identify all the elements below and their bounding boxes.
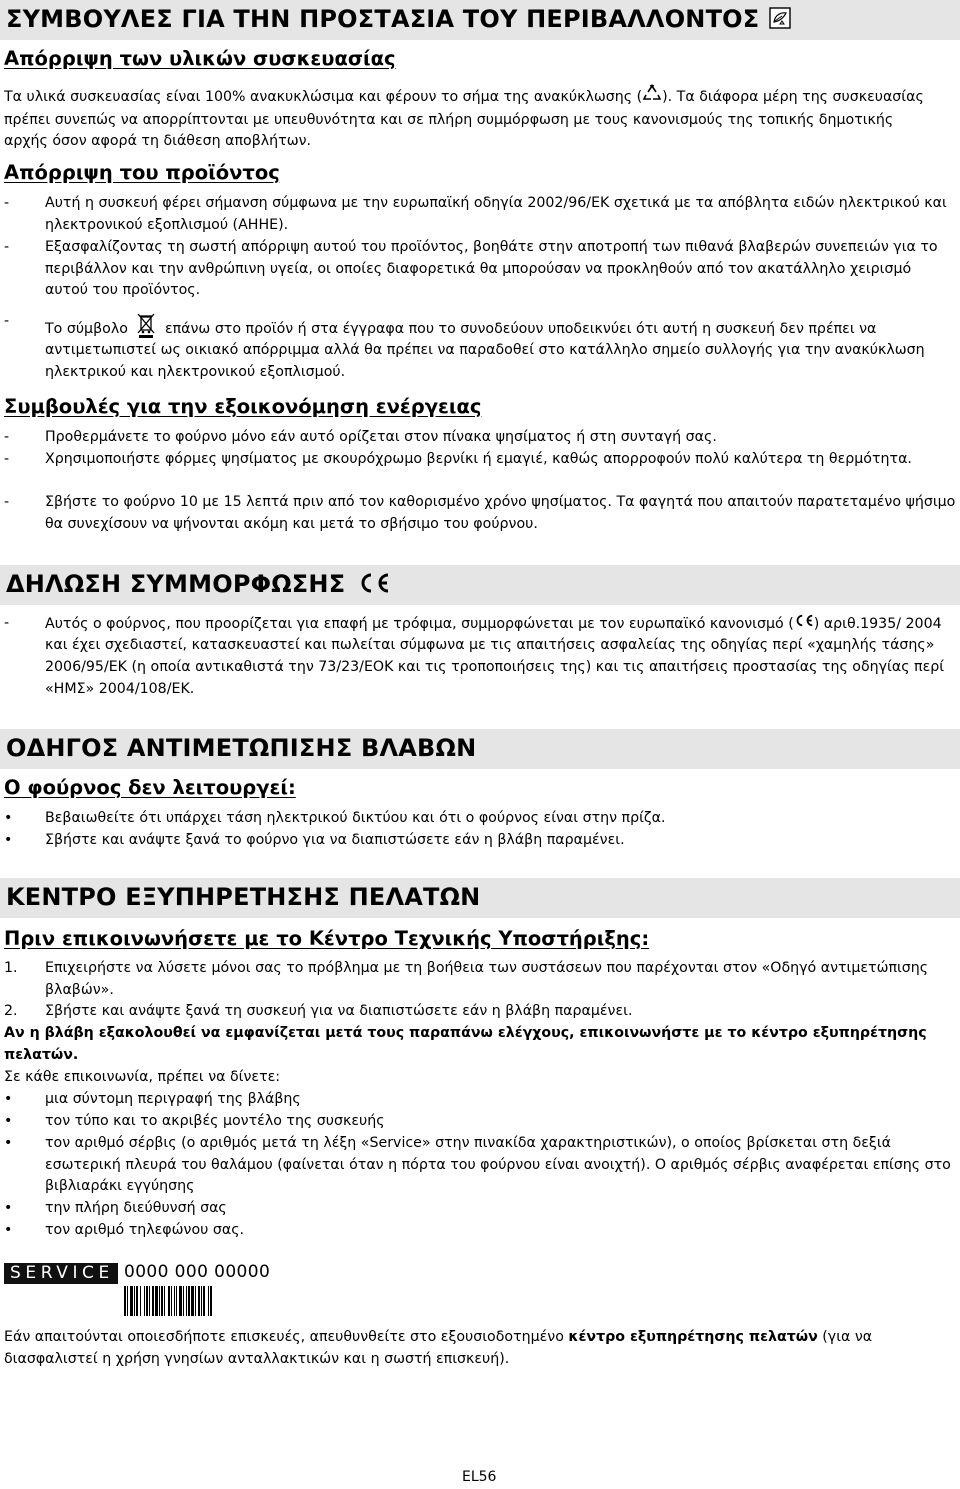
list-item: • τον αριθμό σέρβις (ο αριθμός μετά τη λέξη «Service» στην πινακίδα χαρακτηριστικών), ο οποίος βρίσκεται στη δεξιά εσωτερική πλευρά του θαλάμου (φαίνεται όταν η πόρτα του φούρνου είναι ανοιχτή). Ο αριθμός σέρβις αναφέρεται επίσης στο βιβλιαράκι εγγύησης [4,1135,951,1195]
list-item: - Το σύμβολο επάνω στο προϊόν ή στα έγγραφα που το συνοδεύουν υποδεικνύει ότι αυτή η συσκευή δεν πρέπει να [0,311,956,347]
environment-icon [769,7,791,33]
list-item: - Προθερμάνετε το φούρνο μόνο εάν αυτό ορίζεται στον πίνακα ψησίματος ή στη συνταγή σας. [4,429,717,445]
list-item: - Αυτή η συσκευή φέρει σήμανση σύμφωνα με την ευρωπαϊκή οδηγία 2002/96/ΕΚ σχετικά με τα απόβλητα ειδών ηλεκτρικού και ηλεκτρονικού εξοπλισμού (ΑΗΗΕ). [4,195,947,233]
list-item: - Σβήστε το φούρνο 10 με 15 λεπτά πριν από τον καθορισμένο χρόνο ψησίματος. Τα φαγητά που απαιτούν παρατεταμένο ψήσιμο θα συνεχίσουν να ψήνονται ακόμη και μετά το σβήσιμο του φούρνου. [4,494,956,532]
bold-note: Αν η βλάβη εξακολουθεί να εμφανίζεται μετά τους παραπάνω ελέγχους, επικοινωνήστε με το κέντρο εξυπηρέτησης πελατών. [4,1025,927,1063]
subheading-packaging: Απόρριψη των υλικών συσκευασίας [4,47,396,70]
barcode-icon [124,1286,266,1324]
subheading-before-contacting: Πριν επικοινωνήσετε με το Κέντρο Τεχνικής Υποστήριξης: [4,927,650,950]
section-title: ΚΕΝΤΡΟ ΕΞΥΠΗΡΕΤΗΣΗΣ ΠΕΛΑΤΩΝ [6,883,481,912]
ce-mark-icon [794,613,814,635]
section-title: ΟΔΗΓΟΣ ΑΝΤΙΜΕΤΩΠΙΣΗΣ ΒΛΑΒΩΝ [6,734,477,763]
numbered-item: 2. Σβήστε και ανάψτε ξανά τη συσκευή για να διαπιστώσετε εάν η βλάβη παραμένει. [4,1003,633,1019]
page-number: EL56 [462,1469,497,1485]
list-item: • την πλήρη διεύθυνσή σας [4,1200,227,1216]
list-item: • Βεβαιωθείτε ότι υπάρχει τάση ηλεκτρικού δικτύου και ότι ο φούρνος είναι στην πρίζα. [4,810,666,826]
list-item: - Εξασφαλίζοντας τη σωστή απόρριψη αυτού του προϊόντος, βοηθάτε στην αποτροπή των πιθανά βλαβερών συνεπειών για το περιβάλλον και την ανθρώπινη υγεία, οι οποίες διαφορετικά θα μπορούσαν να προκληθούν από τον ακατάλληλο χειρισμό αυτού του προϊόντος. [4,239,938,299]
recycling-icon [642,84,662,110]
packaging-paragraph [4,84,956,153]
list-item: • τον αριθμό τηλεφώνου σας. [4,1222,245,1238]
ce-mark-icon [357,573,391,597]
service-number: 0000 000 00000 [124,1262,271,1282]
list-item: • τον τύπο και το ακριβές μοντέλο της συσκευής [4,1113,385,1129]
closing-paragraph: Εάν απαιτούνται οποιεσδήποτε επισκευές, απευθυνθείτε στο εξουσιοδοτημένο κέντρο εξυπηρέτησης πελατών (για να διασφαλιστεί η χρήση γνησίων ανταλλακτικών και η σωστή επισκευή). [4,1329,873,1367]
packaging-text-line2: πρέπει συνεπώς να απορρίπτονται με υπευθυνότητα και σε πλήρη συμμόρφωση με τους κανονισμούς της τοπικής δημοτικής [4,111,894,128]
section-band-troubleshooting [0,729,960,769]
list-item: - Αυτός ο φούρνος, που προορίζεται για επαφή με τρόφιμα, συμμορφώνεται με τον ευρωπαϊκό κανονισμό ( ) αριθ.1935/ 2004 και έχει σχεδιαστεί, κατασκευαστεί και πωλείται σύμφωνα με τις απαιτήσεις ασφαλείας της οδηγίας περί «χαμηλής τάσης» 2006/95/ΕΚ (η οποία αντικαθιστά την 73/23/ΕΟΚ και τις τροποποιήσεις της) και τις απαιτήσεις προστασίας της οδηγίας περί «ΗΜΣ» 2004/108/ΕΚ. [4,615,945,697]
subheading-energy-saving: Συμβουλές για την εξοικονόμηση ενέργειας [4,395,482,418]
subheading-oven-not-working: Ο φούρνος δεν λειτουργεί: [4,776,296,799]
section-band-conformity [0,565,960,605]
list-item: • Σβήστε και ανάψτε ξανά το φούρνο για να διαπιστώσετε εάν η βλάβη παραμένει. [4,832,625,848]
section-band-service [0,878,960,918]
list-item: - Χρησιμοποιήστε φόρμες ψησίματος με σκουρόχρωμο βερνίκι ή εμαγιέ, καθώς απορροφούν πολύ καλύτερα τη θερμότητα. [4,451,912,467]
packaging-text-a: Τα υλικά συσκευασίας είναι 100% ανακυκλώσιμα και φέρουν το σήμα της ανακύκλωσης ( [4,88,643,105]
service-label: SERVICE [4,1263,118,1284]
subheading-product-disposal: Απόρριψη του προϊόντος [4,161,280,184]
numbered-item: 1. Επιχειρήστε να λύσετε μόνοι σας το πρόβλημα με τη βοήθεια των συστάσεων που παρέχονται στον «Οδηγό αντιμετώπισης βλαβών». [4,960,929,998]
section-title: ΔΗΛΩΣΗ ΣΥΜΜΟΡΦΩΣΗΣ [6,570,346,599]
packaging-text-b: ). Τα διάφορα μέρη της συσκευασίας [662,88,924,105]
section-band-environment [0,0,960,40]
provide-intro: Σε κάθε επικοινωνία, πρέπει να δίνετε: [4,1069,281,1085]
list-item-continuation: αντιμετωπιστεί ως οικιακό απόρριμμα αλλά θα πρέπει να παραδοθεί στο κατάλληλο σημείο συλλογής για την ανακύκλωση ηλεκτρικού και ηλεκτρονικού εξοπλισμού. [45,342,925,380]
packaging-text-line3: αρχής όσον αφορά τη διάθεση αποβλήτων. [4,133,312,150]
section-title: ΣΥΜΒΟΥΛΕΣ ΓΙΑ ΤΗΝ ΠΡΟΣΤΑΣΙΑ ΤΟΥ ΠΕΡΙΒΑΛΛΟΝΤΟΣ [6,5,760,34]
list-item: • μια σύντομη περιγραφή της βλάβης [4,1091,301,1107]
